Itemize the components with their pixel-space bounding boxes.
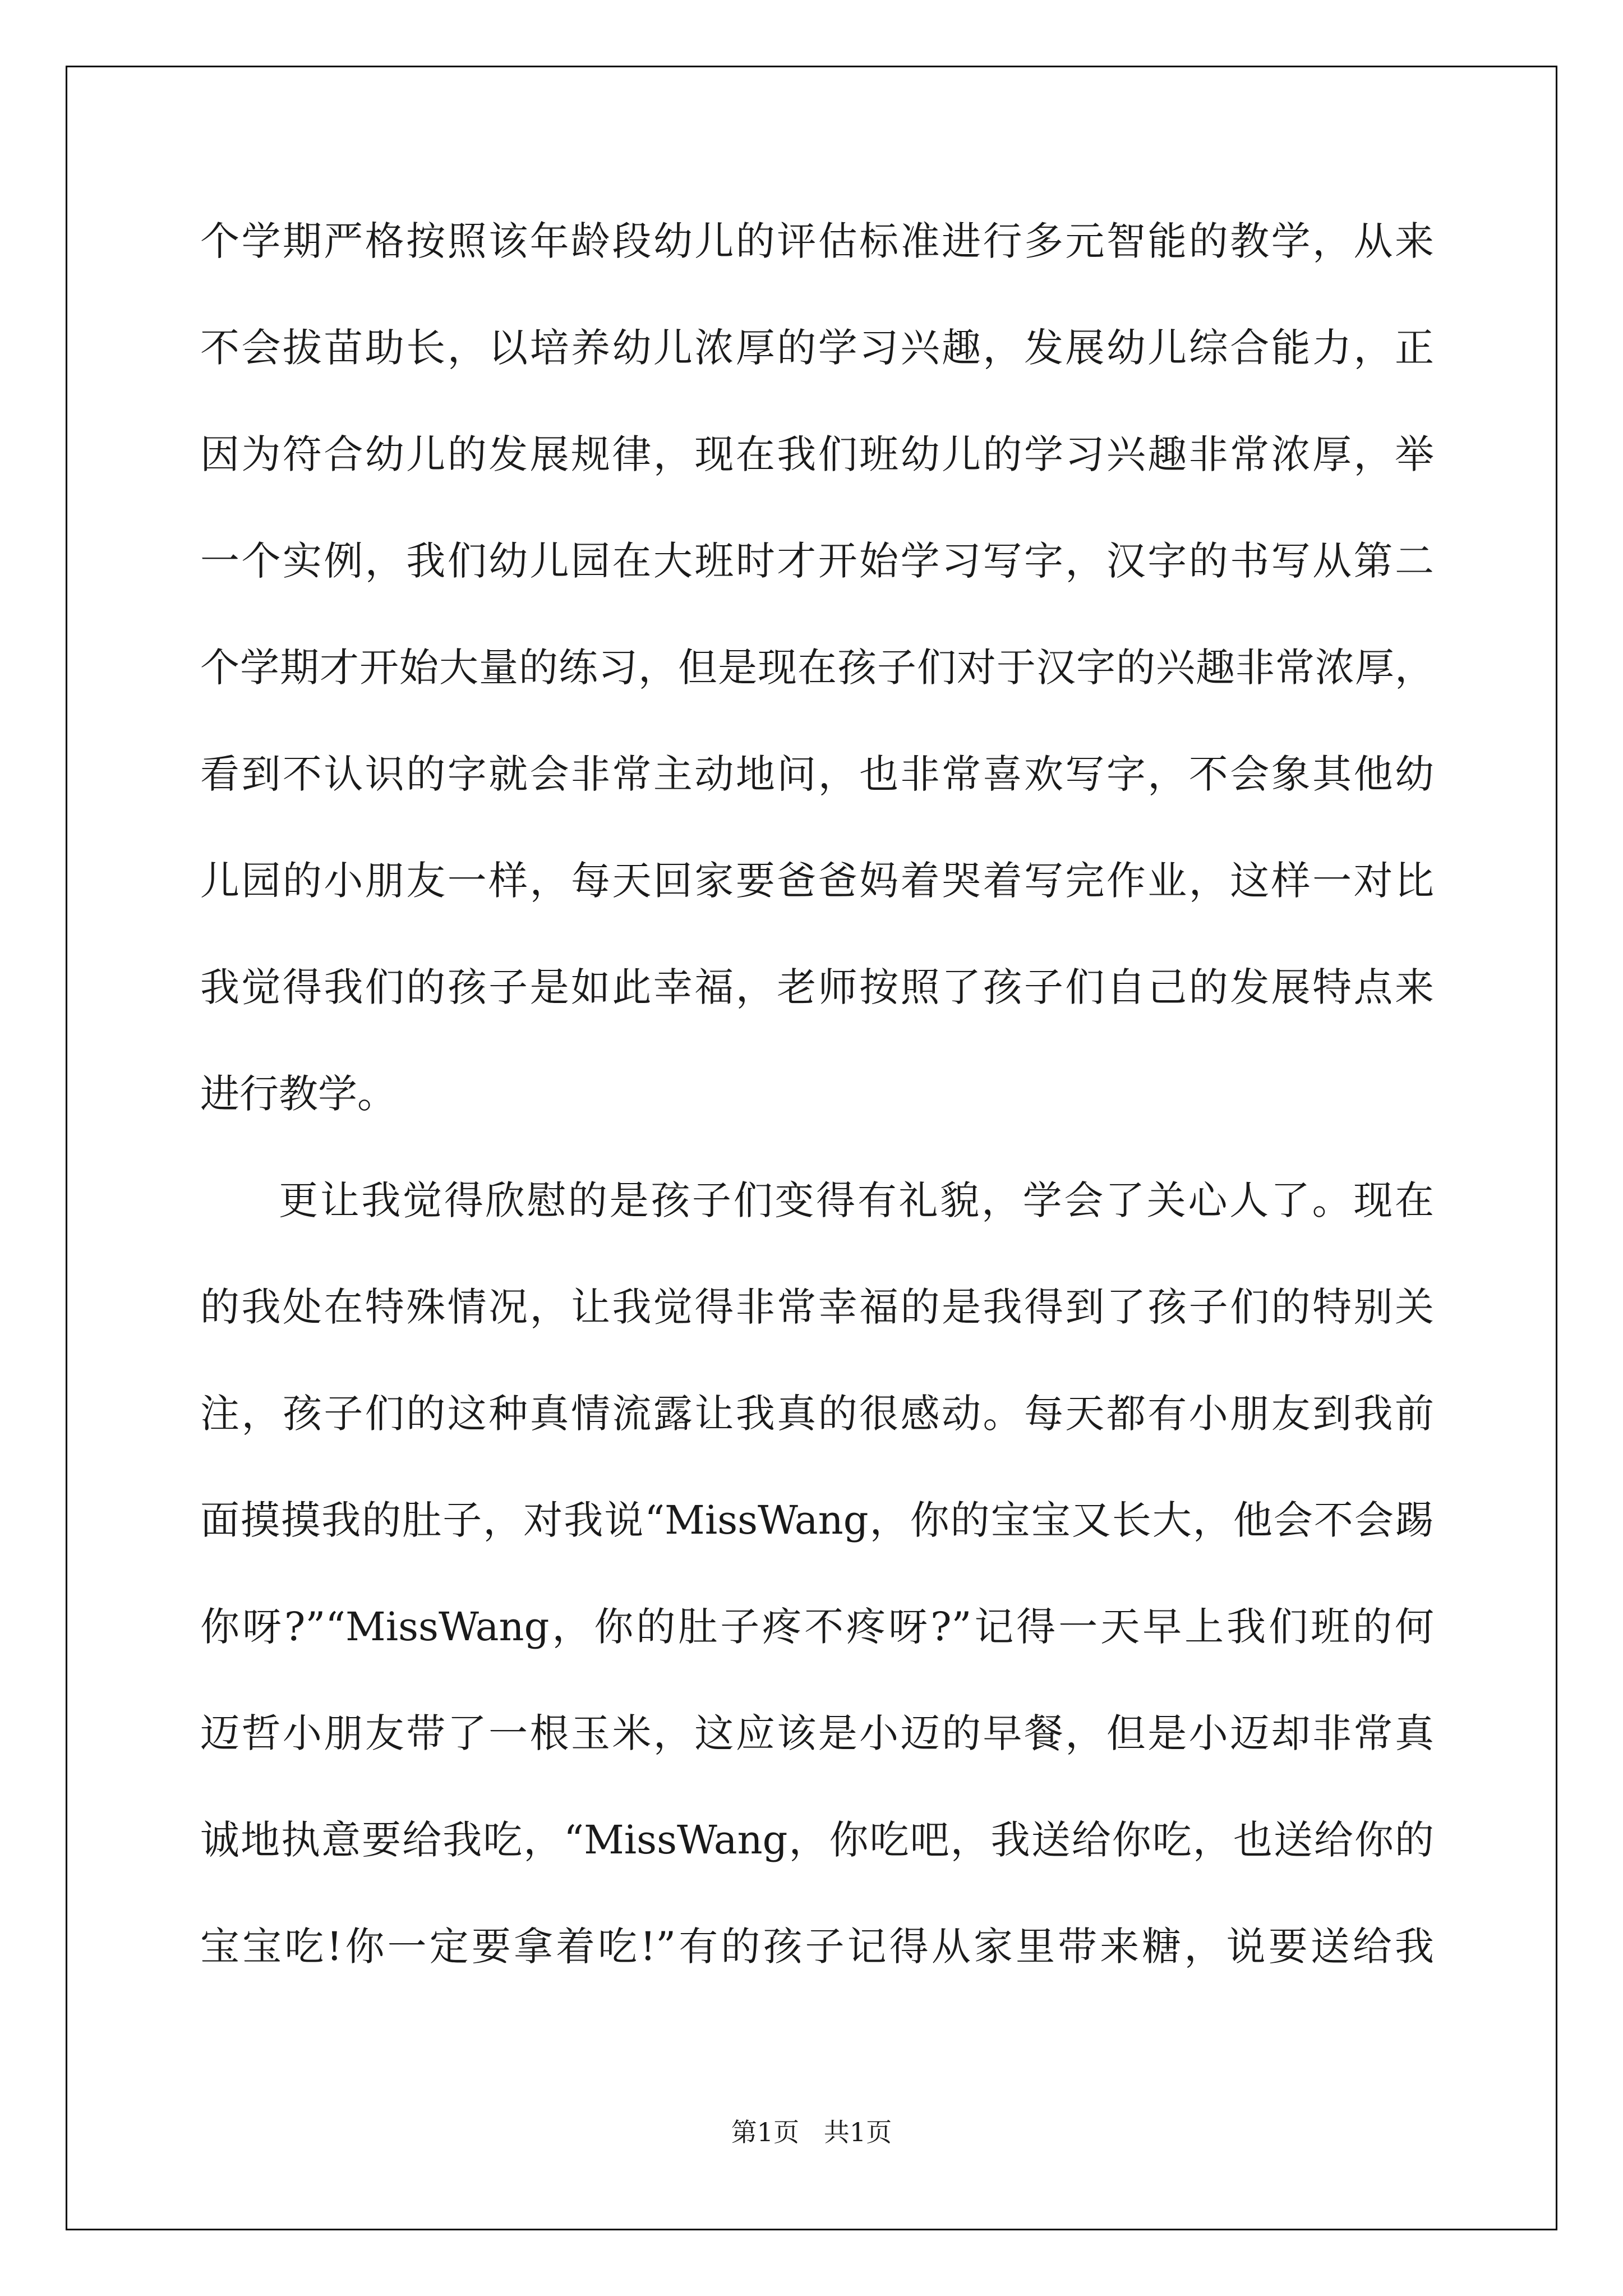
text-line: 个学期才开始大量的练习，但是现在孩子们对于汉字的兴趣非常浓厚， (200, 645, 1434, 691)
text-line: 的我处在特殊情况，让我觉得非常幸福的是我得到了孩子们的特别关 (200, 1284, 1434, 1330)
text-line: 面摸摸我的肚子，对我说“MissWang，你的宝宝又长大，他会不会踢 (200, 1497, 1434, 1543)
document-body (200, 213, 1434, 2025)
text-line: 注，孩子们的这种真情流露让我真的很感动。每天都有小朋友到我前 (200, 1391, 1434, 1437)
text-line: 你呀?”“MissWang，你的肚子疼不疼呀?”记得一天早上我们班的何 (200, 1604, 1434, 1650)
text-line: 我觉得我们的孩子是如此幸福，老师按照了孩子们自己的发展特点来 (200, 964, 1434, 1010)
text-line: 诚地执意要给我吃，“MissWang，你吃吧，我送给你吃，也送给你的 (200, 1817, 1434, 1863)
text-line: 儿园的小朋友一样，每天回家要爸爸妈着哭着写完作业，这样一对比 (200, 858, 1434, 904)
text-line: 不会拔苗助长，以培养幼儿浓厚的学习兴趣，发展幼儿综合能力，正 (200, 325, 1434, 371)
text-line: 一个实例，我们幼儿园在大班时才开始学习写字，汉字的书写从第二 (200, 538, 1434, 584)
text-line: 个学期严格按照该年龄段幼儿的评估标准进行多元智能的教学，从来 (200, 218, 1434, 264)
text-line: 看到不认识的字就会非常主动地问，也非常喜欢写字，不会象其他幼 (200, 751, 1434, 797)
page-footer: 第1页 共1页 (731, 2117, 892, 2147)
text-line: 宝宝吃!你一定要拿着吃!”有的孩子记得从家里带来糖，说要送给我 (200, 1924, 1434, 1970)
text-line: 进行教学。 (200, 1071, 396, 1117)
text-line: 迈哲小朋友带了一根玉米，这应该是小迈的早餐，但是小迈却非常真 (200, 1710, 1434, 1756)
text-line: 因为符合幼儿的发展规律，现在我们班幼儿的学习兴趣非常浓厚，举 (200, 431, 1434, 477)
paragraph-first-line: 更让我觉得欣慰的是孩子们变得有礼貌，学会了关心人了。现在 (279, 1177, 1434, 1223)
